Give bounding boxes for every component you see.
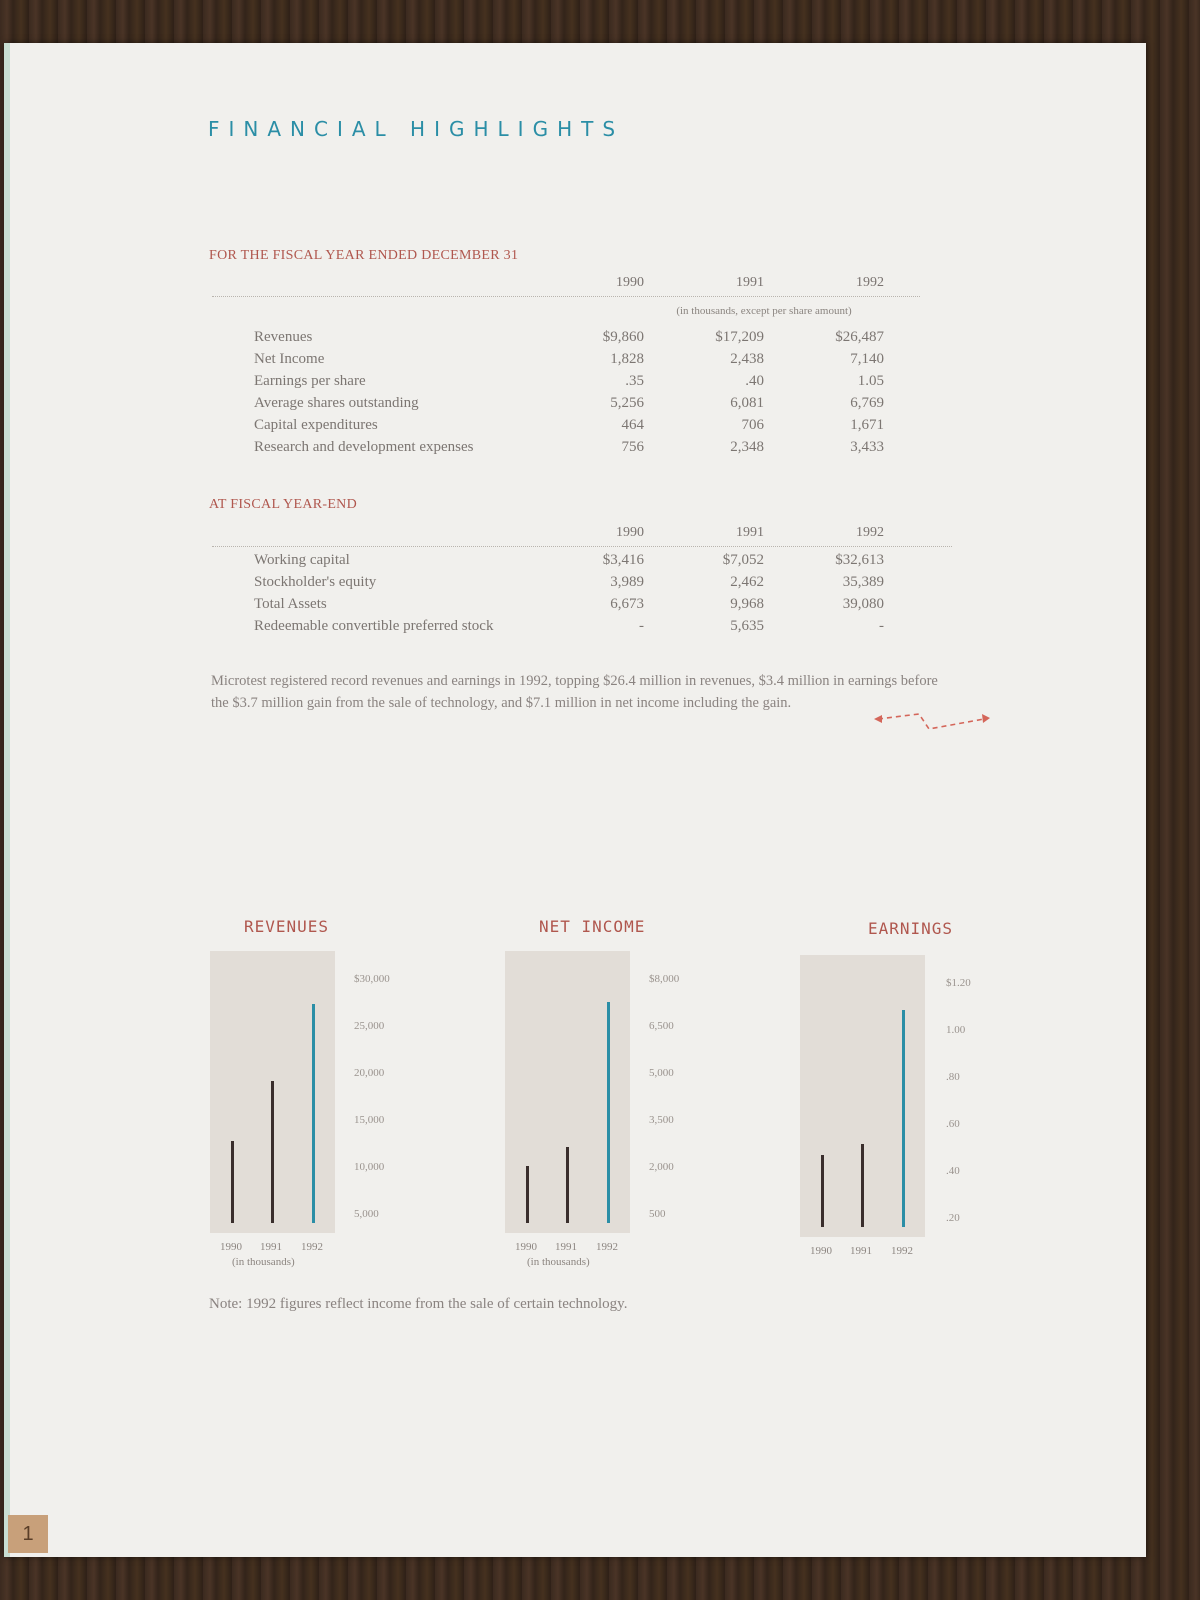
table-row: [254, 417, 914, 439]
cell: $7,052: [722, 552, 764, 568]
tick-label: 1.00: [946, 1024, 966, 1036]
x-label: 1992: [301, 1241, 323, 1253]
cell: $9,860: [602, 329, 644, 345]
footnote: Note: 1992 figures reflect income from the sale of certain technology.: [209, 1296, 628, 1312]
chart-title: REVENUES: [244, 917, 330, 936]
cell: 5,256: [610, 395, 644, 411]
bar-1991: [271, 1081, 274, 1223]
row-label: Earnings per share: [254, 373, 366, 389]
earnings-chart: [794, 903, 1034, 1283]
year-end-col-1990: 1990: [616, 525, 644, 540]
cell: 3,989: [610, 574, 644, 590]
tick-label: 6,500: [649, 1020, 674, 1032]
tick-label: 10,000: [354, 1161, 385, 1173]
bar-1990: [231, 1141, 234, 1223]
cell: 6,081: [730, 395, 764, 411]
bar-1992: [607, 1002, 610, 1223]
tick-label: .60: [946, 1118, 960, 1130]
cell: $32,613: [835, 552, 884, 568]
table-row: [254, 596, 914, 618]
table-row: [254, 351, 914, 373]
cell: 2,438: [730, 351, 764, 367]
year-end-col-1992: 1992: [856, 525, 884, 540]
page-title: FINANCIAL HIGHLIGHTS: [208, 117, 625, 141]
table-row: [254, 618, 914, 640]
cell: 1.05: [857, 373, 884, 389]
table-row: [254, 329, 914, 351]
cell: $17,209: [715, 329, 764, 345]
x-label: 1992: [891, 1245, 913, 1257]
fiscal-year-col-1992: 1992: [856, 275, 884, 290]
tick-label: 25,000: [354, 1020, 385, 1032]
tick-label: 5,000: [354, 1208, 379, 1220]
x-label: 1991: [260, 1241, 282, 1253]
tick-label: 20,000: [354, 1067, 385, 1079]
tick-label: .40: [946, 1165, 960, 1177]
bar-1990: [821, 1155, 824, 1227]
fiscal-year-heading: FOR THE FISCAL YEAR ENDED DECEMBER 31: [209, 248, 519, 263]
cell: .40: [745, 373, 764, 389]
cell: 6,673: [610, 596, 644, 612]
cell: 706: [741, 417, 764, 433]
tick-label: .80: [946, 1071, 960, 1083]
row-label: Capital expenditures: [254, 417, 378, 433]
x-label: 1990: [220, 1241, 242, 1253]
cell: 6,769: [850, 395, 884, 411]
tick-label: .20: [946, 1212, 960, 1224]
tick-label: $8,000: [649, 973, 680, 985]
revenues-chart: [204, 903, 444, 1283]
table-row: [254, 574, 914, 596]
year-end-heading: AT FISCAL YEAR-END: [209, 497, 357, 512]
document-page: [4, 43, 1146, 1557]
cell: -: [879, 618, 884, 634]
tick-label: 500: [649, 1208, 666, 1220]
cell: 39,080: [842, 596, 884, 612]
net-income-chart: [499, 903, 739, 1283]
cell: .35: [625, 373, 644, 389]
bar-1991: [861, 1144, 864, 1227]
x-label: 1991: [850, 1245, 872, 1257]
page-number: 1: [8, 1515, 48, 1553]
cell: 756: [621, 439, 644, 455]
tick-label: 5,000: [649, 1067, 674, 1079]
cell: 7,140: [850, 351, 884, 367]
row-label: Total Assets: [254, 596, 327, 612]
row-label: Revenues: [254, 329, 313, 345]
fiscal-year-col-1991: 1991: [736, 275, 764, 290]
cell: -: [639, 618, 644, 634]
cell: 1,828: [610, 351, 644, 367]
x-label: 1990: [515, 1241, 537, 1253]
chart-title: NET INCOME: [539, 917, 646, 936]
bar-1990: [526, 1166, 529, 1223]
summary-paragraph: Microtest registered record revenues and earnings in 1992, topping $26.4 million in revenues, $3.4 million in earnings before the $3.7 million gain from the sale of technology, and $7.1 million in net income including the gain.: [211, 673, 938, 711]
cell: 3,433: [850, 439, 884, 455]
cell: 464: [621, 417, 644, 433]
cell: 5,635: [730, 618, 764, 634]
cell: $26,487: [835, 329, 884, 345]
table-row: [254, 439, 914, 461]
row-label: Working capital: [254, 552, 350, 568]
tick-label: 2,000: [649, 1161, 674, 1173]
tick-label: $30,000: [354, 973, 390, 985]
cell: 2,348: [730, 439, 764, 455]
x-label: 1990: [810, 1245, 832, 1257]
bar-1992: [902, 1010, 905, 1227]
tick-label: 15,000: [354, 1114, 385, 1126]
table-row: [254, 395, 914, 417]
x-label: 1992: [596, 1241, 618, 1253]
row-label: Stockholder's equity: [254, 574, 377, 590]
x-label: 1991: [555, 1241, 577, 1253]
chart-title: EARNINGS: [868, 919, 954, 938]
row-label: Redeemable convertible preferred stock: [254, 618, 494, 634]
row-label: Average shares outstanding: [254, 395, 419, 411]
row-label: Net Income: [254, 351, 325, 367]
cell: 2,462: [730, 574, 764, 590]
year-end-col-1991: 1991: [736, 525, 764, 540]
table-row: [254, 373, 914, 395]
divider: [212, 296, 920, 297]
fiscal-year-col-1990: 1990: [616, 275, 644, 290]
unit-label: (in thousands): [527, 1256, 590, 1268]
cell: 9,968: [730, 596, 764, 612]
tick-label: 3,500: [649, 1114, 674, 1126]
decorative-arrow-icon: [874, 711, 994, 737]
row-label: Research and development expenses: [254, 439, 474, 455]
bar-1992: [312, 1004, 315, 1223]
cell: 1,671: [850, 417, 884, 433]
table-row: [254, 552, 914, 574]
divider: [212, 546, 952, 547]
units-note: (in thousands, except per share amount): [676, 305, 852, 317]
cell: $3,416: [602, 552, 644, 568]
cell: 35,389: [842, 574, 884, 590]
unit-label: (in thousands): [232, 1256, 295, 1268]
tick-label: $1.20: [946, 977, 971, 989]
bar-1991: [566, 1147, 569, 1223]
